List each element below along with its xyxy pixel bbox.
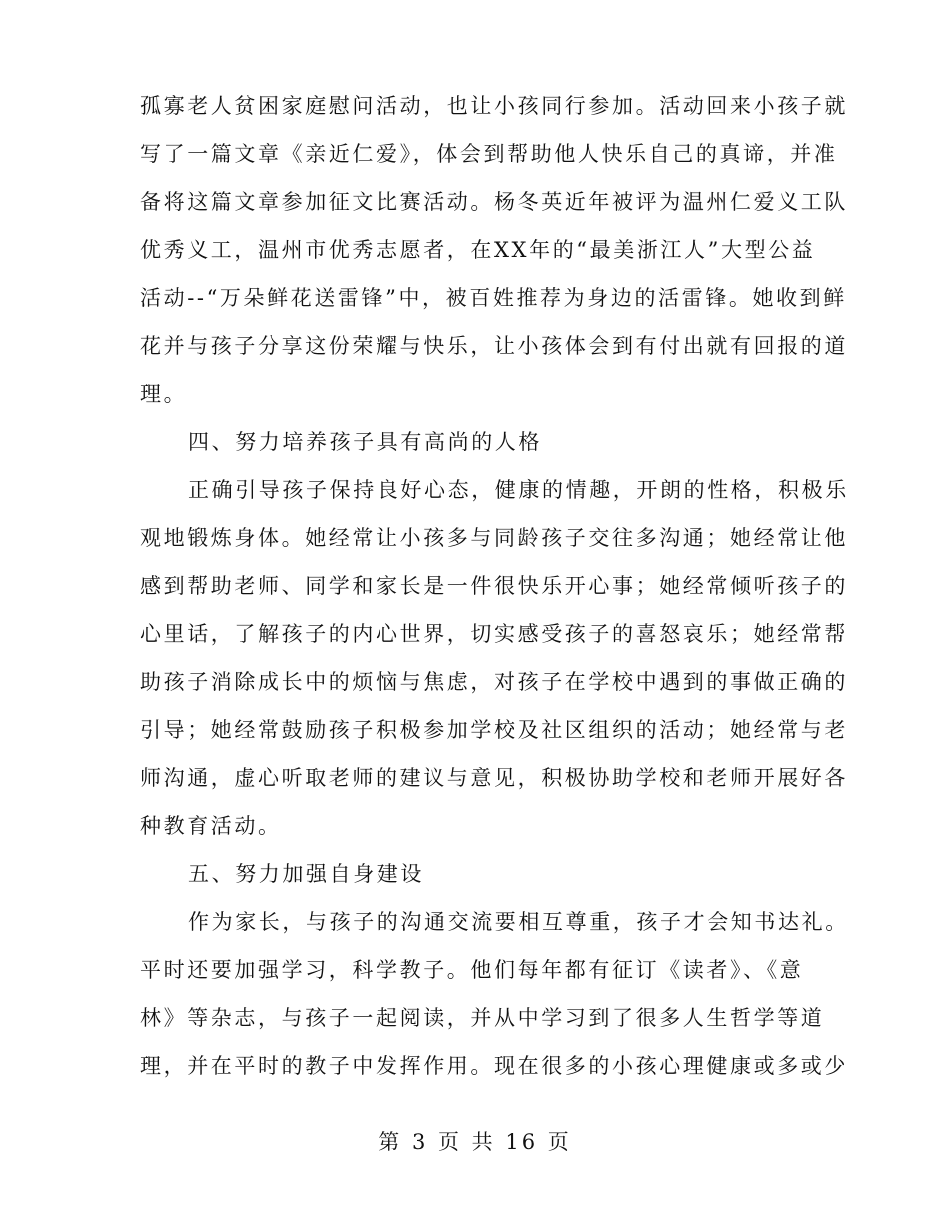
body-line: 林》等杂志，与孩子一起阅读，并从中学习到了很多人生哲学等道: [140, 1006, 825, 1030]
body-line: 助孩子消除成长中的烦恼与焦虑，对孩子在学校中遇到的事做正确的: [140, 670, 848, 694]
body-line: 种教育活动。: [140, 814, 282, 838]
section-heading-5: 五、努力加强自身建设: [188, 862, 424, 886]
section-heading-4: 四、努力培养孩子具有高尚的人格: [188, 430, 542, 454]
body-line: 作为家长，与孩子的沟通交流要相互尊重，孩子才会知书达礼。: [188, 910, 849, 934]
body-line: 理，并在平时的教子中发挥作用。现在很多的小孩心理健康或多或少: [140, 1054, 848, 1078]
body-line: 活动--“万朵鲜花送雷锋”中，被百姓推荐为身边的活雷锋。她收到鲜: [140, 286, 847, 310]
body-line: 平时还要加强学习，科学教子。他们每年都有征订《读者》、《意: [140, 958, 804, 982]
body-line: 师沟通，虚心听取老师的建议与意见，积极协助学校和老师开展好各: [140, 766, 848, 790]
body-line: 心里话，了解孩子的内心世界，切实感受孩子的喜怒哀乐；她经常帮: [140, 622, 848, 646]
body-line: 感到帮助老师、同学和家长是一件很快乐开心事；她经常倾听孩子的: [140, 574, 848, 598]
body-line: 引导；她经常鼓励孩子积极参加学校及社区组织的活动；她经常与老: [140, 718, 848, 742]
body-line: 写了一篇文章《亲近仁爱》，体会到帮助他人快乐自己的真谛，并准: [140, 142, 838, 166]
body-line: 花并与孩子分享这份荣耀与快乐，让小孩体会到有付出就有回报的道: [140, 334, 848, 358]
body-line: 理。: [140, 382, 188, 406]
body-line: 观地锻炼身体。她经常让小孩多与同龄孩子交往多沟通；她经常让他: [140, 526, 848, 550]
body-line: 孤寡老人贫困家庭慰问活动，也让小孩同行参加。活动回来小孩子就: [140, 94, 848, 118]
body-line: 优秀义工，温州市优秀志愿者，在XX年的“最美浙江人”大型公益: [140, 238, 816, 262]
body-line: 备将这篇文章参加征文比赛活动。杨冬英近年被评为温州仁爱义工队: [140, 190, 848, 214]
body-line: 正确引导孩子保持良好心态，健康的情趣，开朗的性格，积极乐: [188, 478, 849, 502]
page-number-footer: 第 3 页 共 16 页: [378, 1130, 572, 1154]
